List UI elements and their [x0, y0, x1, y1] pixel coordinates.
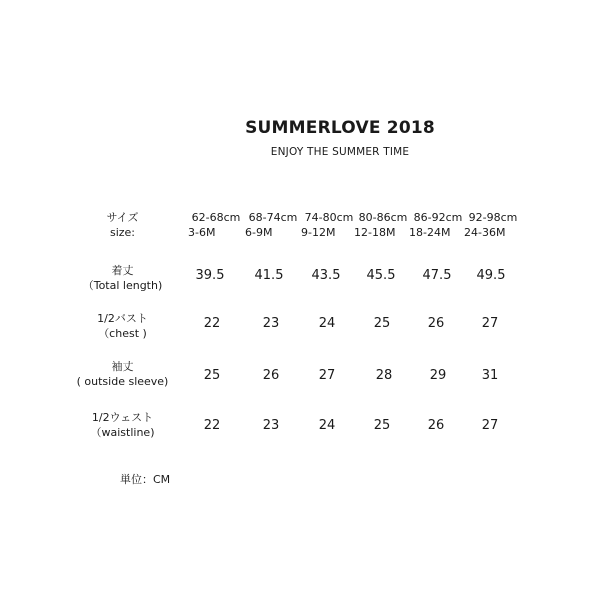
- size-range: 92-98cm: [468, 211, 518, 224]
- row-label-jp: 着丈: [111, 264, 134, 277]
- size-range: 62-68cm: [191, 211, 241, 224]
- table-cell: 47.5: [422, 268, 452, 283]
- table-cell: 27: [481, 316, 499, 331]
- row-label-en: ( outside sleeve): [76, 375, 169, 388]
- size-age: 6-9M: [245, 226, 273, 239]
- row-label-en: （chest ): [98, 327, 147, 340]
- table-cell: 31: [481, 368, 499, 383]
- row-label-en: （waistline): [90, 426, 155, 439]
- table-cell: 25: [203, 368, 221, 383]
- table-cell: 26: [262, 368, 280, 383]
- table-cell: 49.5: [476, 268, 506, 283]
- table-cell: 24: [318, 316, 336, 331]
- row-label: [60, 263, 185, 293]
- table-cell: 27: [318, 368, 336, 383]
- table-cell: 27: [481, 418, 499, 433]
- row-label-jp: 1/2バスト: [97, 312, 148, 325]
- row-label-en: （Total length): [82, 279, 163, 292]
- table-cell: 43.5: [311, 268, 341, 283]
- size-age: 18-24M: [409, 226, 451, 239]
- page-subtitle: ENJOY THE SUMMER TIME: [270, 146, 410, 158]
- table-cell: 23: [262, 418, 280, 433]
- table-cell: 24: [318, 418, 336, 433]
- table-cell: 23: [262, 316, 280, 331]
- row-label-jp: 袖丈: [111, 360, 134, 373]
- row-label: [60, 311, 185, 341]
- size-age: 9-12M: [301, 226, 336, 239]
- row-label-jp: 1/2ウェスト: [91, 411, 154, 424]
- unit-note: 単位：CM: [120, 473, 171, 486]
- size-range: 80-86cm: [358, 211, 408, 224]
- size-header-label: [60, 210, 185, 240]
- size-range: 68-74cm: [248, 211, 298, 224]
- size-age: 3-6M: [188, 226, 216, 239]
- table-cell: 22: [203, 418, 221, 433]
- size-age: 12-18M: [354, 226, 396, 239]
- size-column: [461, 210, 525, 240]
- table-cell: 26: [427, 316, 445, 331]
- table-cell: 25: [373, 418, 391, 433]
- size-column: [184, 210, 248, 240]
- table-cell: 25: [373, 316, 391, 331]
- size-label-en: size:: [109, 226, 136, 239]
- table-cell: 26: [427, 418, 445, 433]
- size-label-jp: サイズ: [106, 211, 139, 224]
- row-label: [60, 410, 185, 440]
- page-title: SUMMERLOVE 2018: [245, 118, 435, 138]
- table-cell: 29: [429, 368, 447, 383]
- table-cell: 28: [375, 368, 393, 383]
- table-cell: 41.5: [254, 268, 284, 283]
- table-cell: 45.5: [366, 268, 396, 283]
- size-age: 24-36M: [464, 226, 506, 239]
- size-column: [241, 210, 305, 240]
- size-range: 74-80cm: [304, 211, 354, 224]
- table-cell: 39.5: [195, 268, 225, 283]
- row-label: [60, 359, 185, 389]
- table-cell: 22: [203, 316, 221, 331]
- size-range: 86-92cm: [413, 211, 463, 224]
